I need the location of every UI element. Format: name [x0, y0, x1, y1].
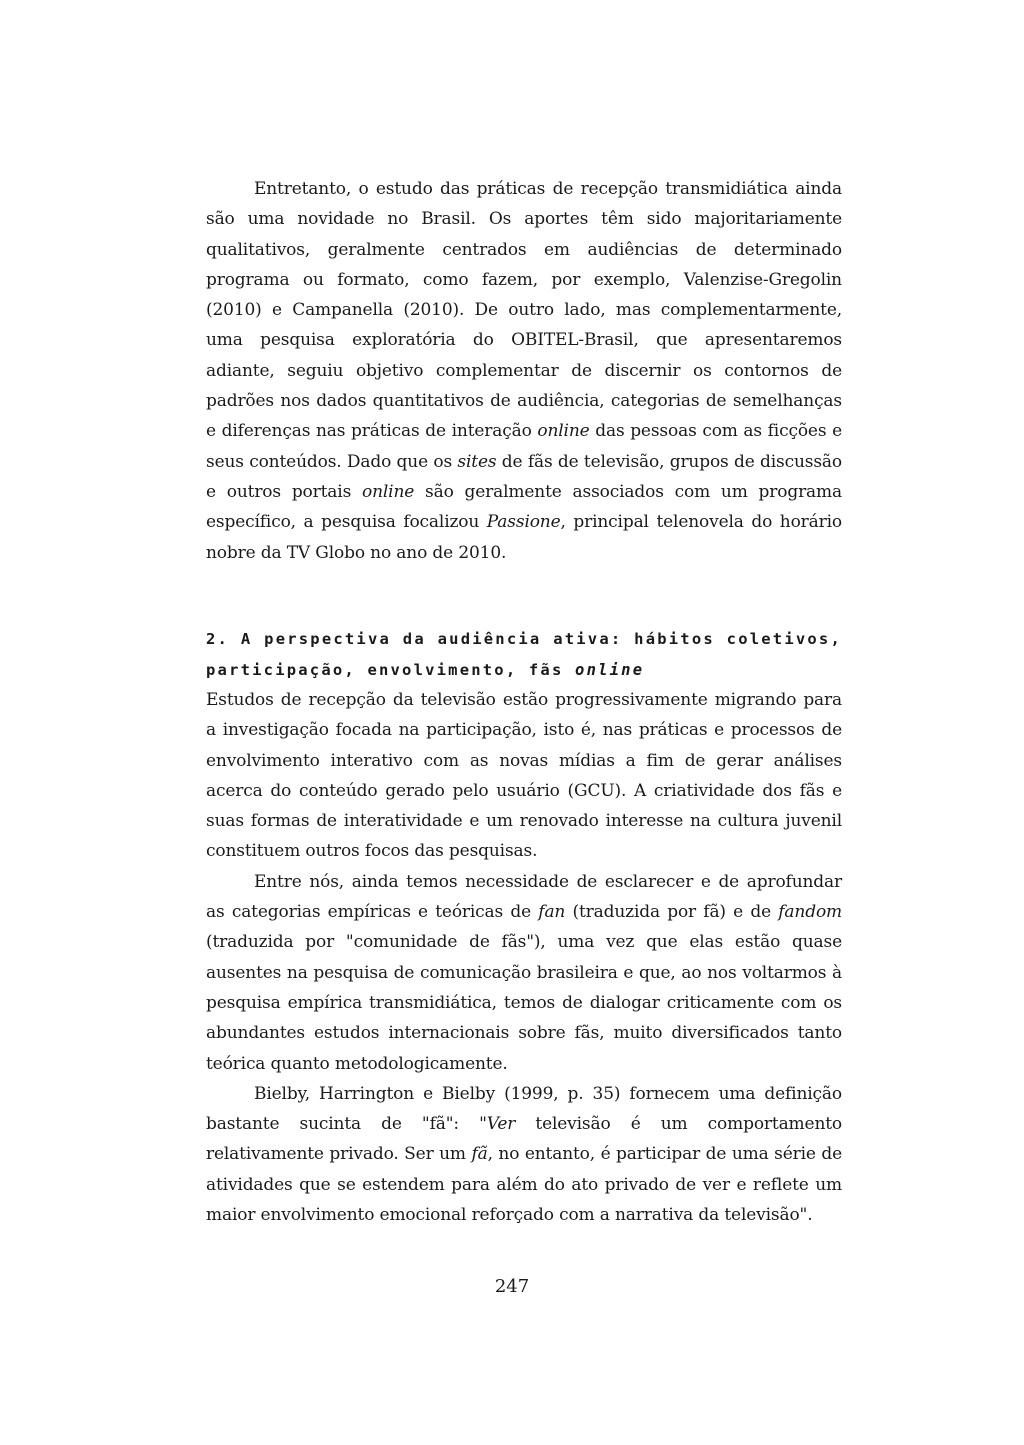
paragraph-4-text: Bielby, Harrington e Bielby (1999, p. 35) fornecem uma definição bastante sucinta de "fã": " — [206, 1083, 842, 1135]
paragraph-3 — [206, 867, 842, 1079]
body-text-section-2 — [206, 685, 842, 1230]
paragraph-4-italic-fa: fã — [471, 1144, 488, 1165]
paragraph-4-italic-ver: Ver — [486, 1114, 516, 1135]
section-heading — [206, 624, 842, 686]
paragraph-2: Estudos de recepção da televisão estão progressivamente migrando para a investigação focada na participação, isto é, nas práticas e processos de envolvimento interativo com as novas mídias a fim de gerar análises acerca do conteúdo gerado pelo usuário (GCU). A criatividade dos fãs e suas formas de interatividade e um renovado interesse na cultura juvenil constituem outros focos das pesquisas. — [206, 690, 842, 862]
paragraph-4-text-2: televisão é um comportamento relativamente privado. Ser um — [206, 1114, 843, 1165]
paragraph-4-text-3: , no entanto, é participar de uma série de atividades que se estendem para além do ato privado de ver e reflete um maior envolvimento emocional reforçado com a narrativa da televisão". — [206, 1144, 842, 1226]
paragraph-3-italic-fandom: fandom — [778, 902, 842, 923]
paragraph-1-italic-passione: Passione — [486, 512, 561, 533]
page-number: 247 — [494, 1276, 530, 1297]
paragraph-1-text-3: de fãs de televisão, grupos de discussão e outros portais — [206, 451, 842, 502]
section-heading-text: 2. A perspectiva da audiência ativa: hábitos coletivos, participação, envolvimento, fãs — [206, 630, 842, 679]
paragraph-1 — [206, 174, 842, 568]
body-text-top — [206, 174, 842, 568]
paragraph-1-text: Entretanto, o estudo das práticas de recepção transmidiática ainda são uma novidade no Brasil. Os aportes têm sido majoritariamente qualitativos, geralmente centrados em audiências de determinado programa ou formato, como fazem, por exemplo, Valenzise-Gregolin (2010) e Campanella (2010). De outro lado, mas complementarmente, uma pesquisa exploratória do OBITEL-Brasil, que apresentaremos adiante, seguiu objetivo complementar de discernir os contornos de padrões nos dados quantitativos de audiência, categorias de semelhanças e diferenças nas práticas de interação — [206, 179, 842, 442]
paragraph-1-italic-online: online — [537, 421, 590, 442]
section-heading-italic: online — [575, 661, 645, 679]
paragraph-1-italic-online-2: online — [362, 481, 415, 502]
paragraph-1-text-5: , principal telenovela do horário nobre da TV Globo no ano de 2010. — [206, 512, 842, 563]
paragraph-1-italic-sites: sites — [457, 451, 497, 472]
paragraph-3-italic-fan: fan — [538, 902, 566, 923]
paragraph-1-text-4: são geralmente associados com um programa específico, a pesquisa focalizou — [206, 481, 842, 533]
paragraph-1-text-2: das pessoas com as ficções e seus conteúdos. Dado que os — [206, 421, 843, 472]
paragraph-3-text-2: (traduzida por fã) e de — [565, 902, 779, 923]
paragraph-4 — [206, 1079, 842, 1230]
paragraph-3-text-3: (traduzida por "comunidade de fãs"), uma vez que elas estão quase ausentes na pesquisa de comunicação brasileira e que, ao nos voltarmos à pesquisa empírica transmidiática, temos de dialogar criticamente com os abundantes estudos internacionais sobre fãs, muito diversificados tanto teórica quanto metodologicamente. — [206, 932, 842, 1074]
paragraph-3-text: Entre nós, ainda temos necessidade de esclarecer e de aprofundar as categorias empíricas e teóricas de — [206, 871, 842, 923]
